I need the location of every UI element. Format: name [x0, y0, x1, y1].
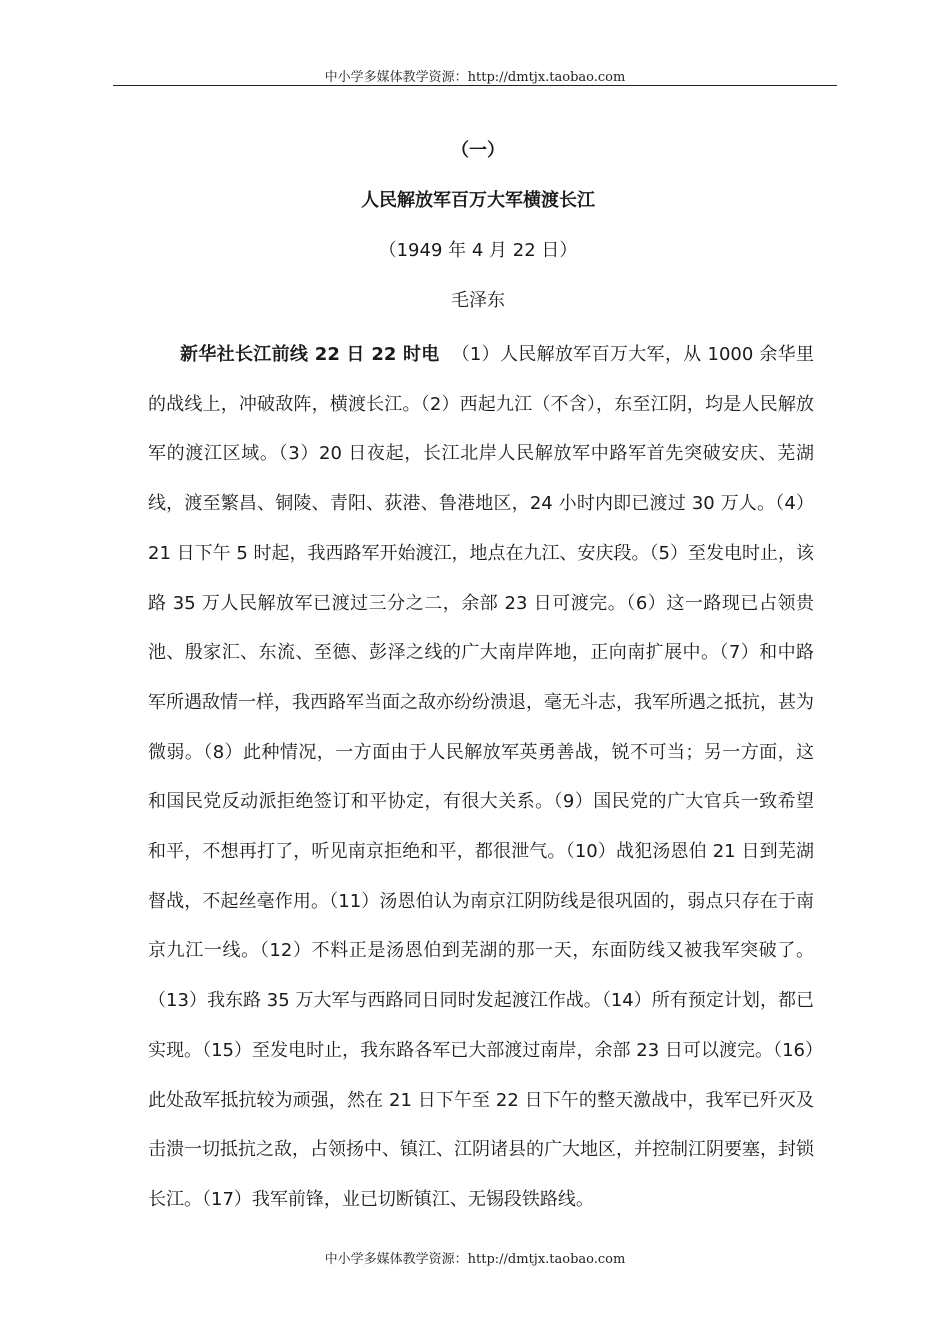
- article-body-text: （1）人民解放军百万大军，从 1000 余华里的战线上，冲破敌阵，横渡长江。（2）西起九江（不含），东至江阴，均是人民解放军的渡江区域。（3）20 日夜起，长江北岸人民解放军中路军首先突破安庆、芜湖线，渡至繁昌、铜陵、青阳、荻港、鲁港地区，24 小时内即已渡过 30 万人。（4）21 日下午 5 时起，我西路军开始渡江，地点在九江、安庆段。（5）至发电时止，该路 35 万人民解放军已渡过三分之二，余部 23 日可渡完。（6）这一路现已占领贵池、殷家汇、东流、至德、彭泽之线的广大南岸阵地，正向南扩展中。（7）和中路军所遇敌情一样，我西路军当面之敌亦纷纷溃退，毫无斗志，我军所遇之抵抗，甚为微弱。（8）此种情况，一方面由于人民解放军英勇善战，锐不可当；另一方面，这和国民党反动派拒绝签订和平协定，有很大关系。（9）国民党的广大官兵一致希望和平，不想再打了，听见南京拒绝和平，都很泄气。（10）战犯汤恩伯 21 日到芜湖督战，不起丝毫作用。（11）汤恩伯认为南京江阴防线是很巩固的，弱点只存在于南京九江一线。（12）不料正是汤恩伯到芜湖的那一天，东面防线又被我军突破了。（13）我东路 35 万大军与西路同日同时发起渡江作战。（14）所有预定计划，都已实现。（15）至发电时止，我东路各军已大部渡过南岸，余部 23 日可以渡完。（16）此处敌军抵抗较为顽强，然在 21 日下午至 22 日下午的整天激战中，我军已歼灭及击溃一切抵抗之敌，占领扬中、镇江、江阴诸县的广大地区，并控制江阴要塞，封锁长江。（17）我军前锋，业已切断镇江、无锡段铁路线。: [148, 344, 814, 1210]
- section-number: （一）: [451, 140, 505, 161]
- header-divider: [113, 85, 837, 86]
- article-title: 人民解放军百万大军横渡长江: [361, 190, 595, 211]
- article-dateline: 新华社长江前线 22 日 22 时电: [180, 344, 440, 365]
- page-header: 中小学多媒体教学资源：http://dmtjx.taobao.com: [324, 70, 626, 85]
- article-date: （1949 年 4 月 22 日）: [378, 240, 578, 261]
- page-footer: 中小学多媒体教学资源：http://dmtjx.taobao.com: [324, 1252, 626, 1267]
- article-body: [148, 330, 814, 1225]
- article-author: 毛泽东: [451, 290, 505, 311]
